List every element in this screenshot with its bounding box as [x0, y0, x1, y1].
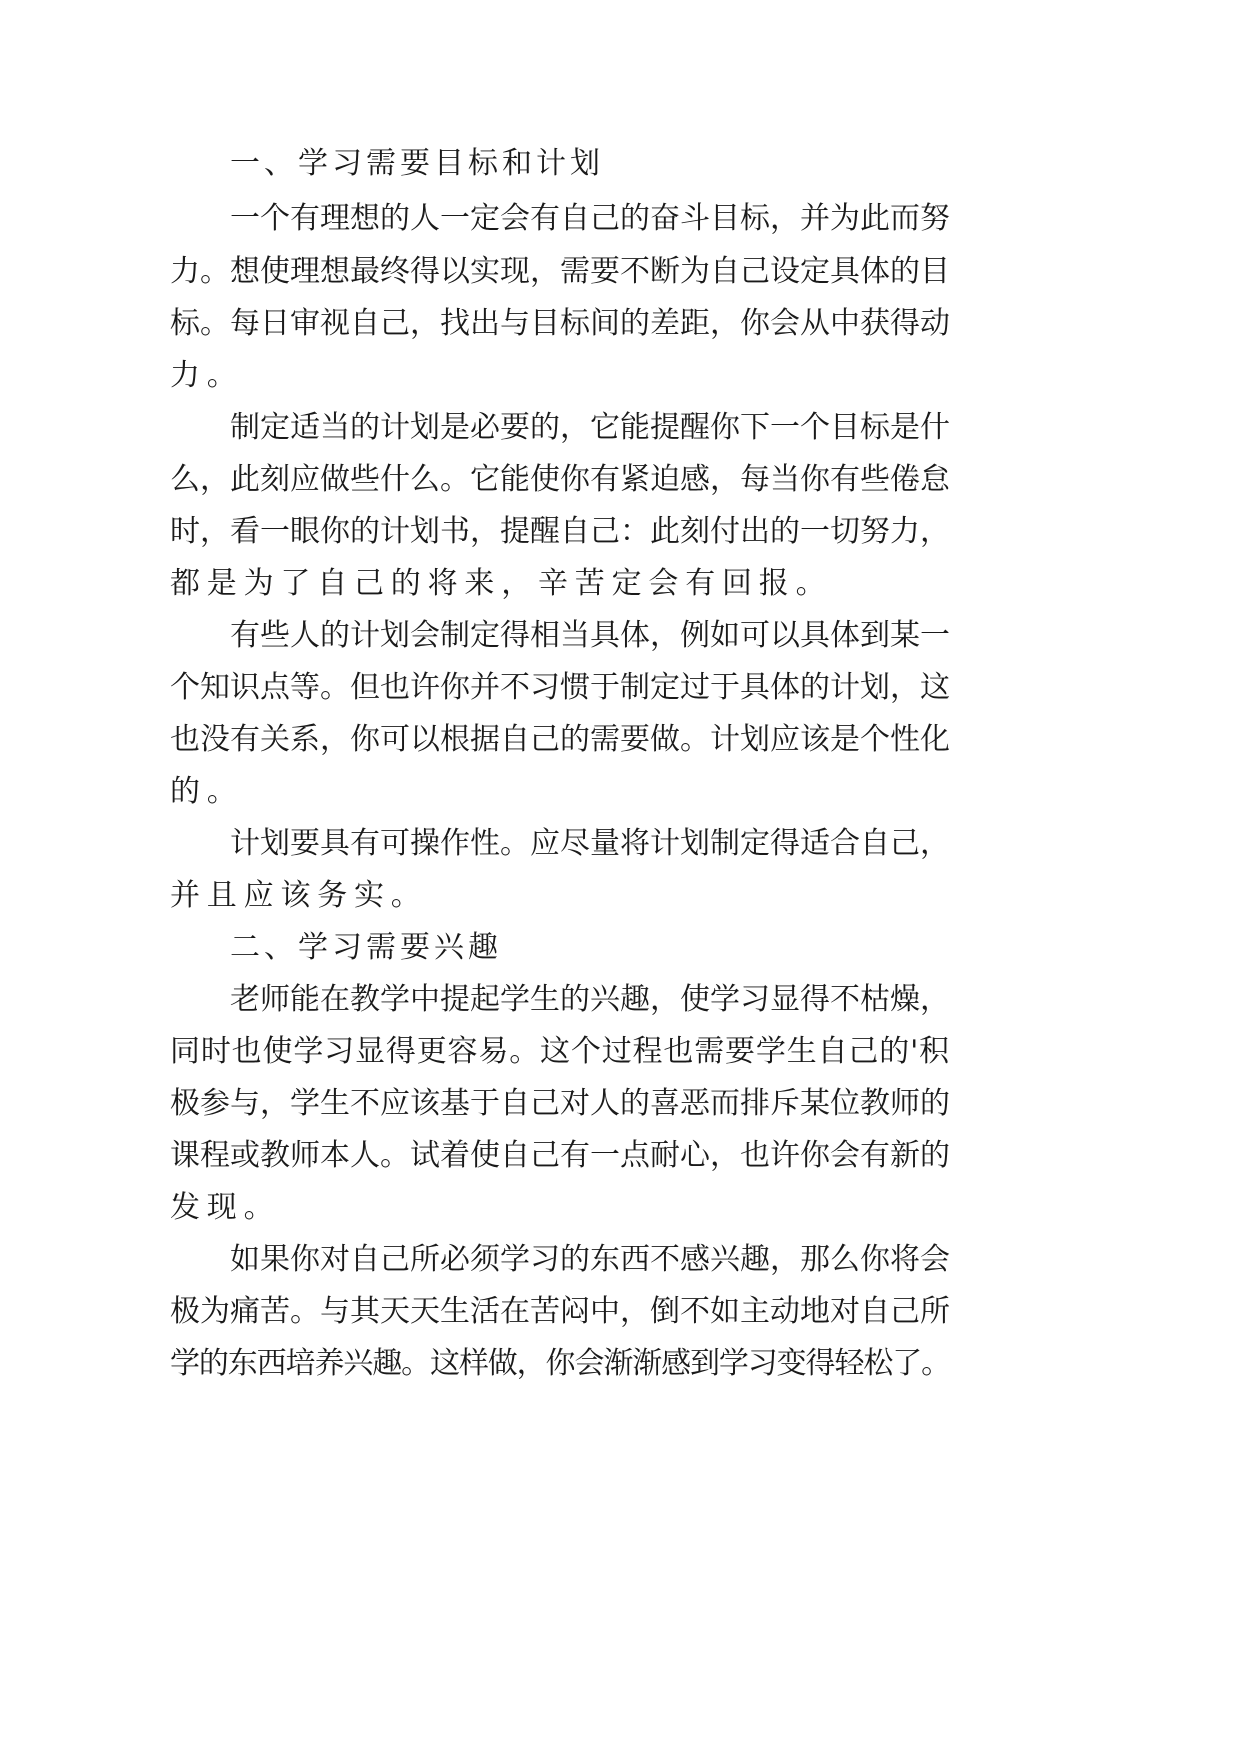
- paragraph-line: [0, 1290, 1241, 1334]
- paragraph-line: [0, 1082, 1241, 1126]
- text-line: 个知识点等。但也许你并不习惯于制定过于具体的计划，这: [170, 670, 950, 705]
- text-line: 时，看一眼你的计划书，提醒自己：此刻付出的一切努力，: [170, 514, 950, 549]
- text-line: 制定适当的计划是必要的，它能提醒你下一个目标是什: [230, 410, 950, 445]
- heading-text: 一、学习需要目标和计划: [230, 146, 604, 181]
- paragraph-line: [0, 1238, 1241, 1282]
- text-line: 力。想使理想最终得以实现，需要不断为自己设定具体的目: [170, 254, 950, 289]
- text-line: 同时也使学习显得更容易。这个过程也需要学生自己的'积: [170, 1034, 950, 1069]
- text-line: 一个有理想的人一定会有自己的奋斗目标，并为此而努: [230, 201, 950, 236]
- paragraph-line: [0, 614, 1241, 658]
- paragraph-line: [0, 562, 1241, 606]
- text-line: 计划要具有可操作性。应尽量将计划制定得适合自己，: [230, 826, 950, 861]
- paragraph-line: [0, 978, 1241, 1022]
- text-line: 老师能在教学中提起学生的兴趣，使学习显得不枯燥，: [230, 982, 950, 1017]
- paragraph-line: [0, 718, 1241, 762]
- heading-text: 二、学习需要兴趣: [230, 930, 502, 965]
- paragraph-line: [0, 406, 1241, 450]
- text-line: 并且应该务实。: [170, 878, 428, 913]
- paragraph-line: [0, 1030, 1241, 1074]
- paragraph-line: [0, 302, 1241, 346]
- text-line: 都是为了自己的将来，辛苦定会有回报。: [170, 566, 833, 601]
- paragraph-line: [0, 1134, 1241, 1178]
- text-line: 也没有关系，你可以根据自己的需要做。计划应该是个性化: [170, 722, 950, 757]
- paragraph-line: [0, 770, 1241, 814]
- text-line: 如果你对自己所必须学习的东西不感兴趣，那么你将会: [230, 1242, 950, 1277]
- paragraph-line: [0, 666, 1241, 710]
- text-line: 发现。: [170, 1190, 281, 1225]
- paragraph-line: [0, 1186, 1241, 1230]
- text-line: 有些人的计划会制定得相当具体，例如可以具体到某一: [230, 618, 950, 653]
- paragraph-line: [0, 458, 1241, 502]
- paragraph-line: [0, 1342, 1241, 1386]
- paragraph-line: [0, 250, 1241, 294]
- section-heading-2: [0, 926, 1241, 970]
- text-line: 学的东西培养兴趣。这样做，你会渐渐感到学习变得轻松了。: [170, 1346, 950, 1381]
- text-line: 力。: [170, 358, 244, 393]
- text-line: 极为痛苦。与其天天生活在苦闷中，倒不如主动地对自己所: [170, 1294, 950, 1329]
- section-heading-1: [0, 142, 1241, 186]
- paragraph-line: [0, 822, 1241, 866]
- paragraph-line: [0, 197, 1241, 241]
- paragraph-line: [0, 354, 1241, 398]
- text-line: 标。每日审视自己，找出与目标间的差距，你会从中获得动: [170, 306, 950, 341]
- text-line: 课程或教师本人。试着使自己有一点耐心，也许你会有新的: [170, 1138, 950, 1173]
- text-line: 的。: [170, 774, 244, 809]
- paragraph-line: [0, 874, 1241, 918]
- text-line: 极参与，学生不应该基于自己对人的喜恶而排斥某位教师的: [170, 1086, 950, 1121]
- text-line: 么，此刻应做些什么。它能使你有紧迫感，每当你有些倦怠: [170, 462, 950, 497]
- paragraph-line: [0, 510, 1241, 554]
